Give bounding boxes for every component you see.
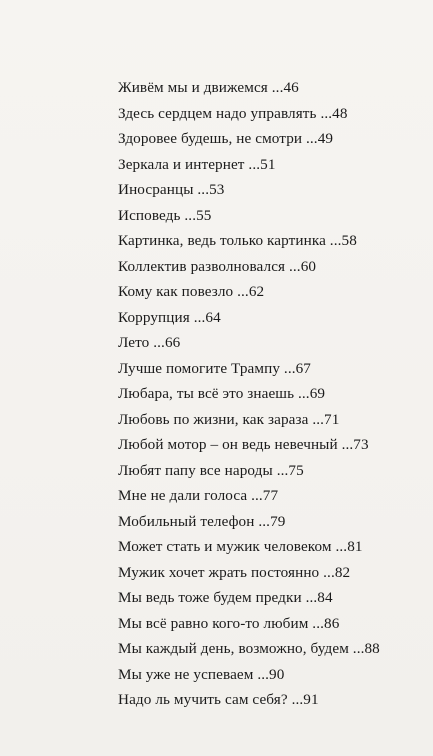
toc-entry: Здоровее будешь, не смотри ...49 <box>118 130 334 147</box>
toc-entry: Мы ведь тоже будем предки ...84 <box>118 589 333 606</box>
toc-entry: Любовь по жизни, как зараза ...71 <box>118 410 340 428</box>
toc-entry: Зеркала и интернет ...51 <box>118 155 276 173</box>
toc-entry: Кому как повезло ...62 <box>118 283 265 300</box>
toc-entry: Коррупция ...64 <box>118 308 221 326</box>
table-of-contents <box>118 75 418 713</box>
toc-entry: Иносранцы ...53 <box>118 181 225 198</box>
toc-entry: Надо ль мучить сам себя? ...91 <box>118 691 319 708</box>
toc-entry: Мы каждый день, возможно, будем ...88 <box>118 640 380 657</box>
toc-entry: Здесь сердцем надо управлять ...48 <box>118 104 348 122</box>
toc-entry: Лето ...66 <box>118 334 181 351</box>
toc-entry: Лучше помогите Трампу ...67 <box>118 359 311 377</box>
toc-entry: Мы всё равно кого-то любим ...86 <box>118 614 340 632</box>
toc-entry: Мне не дали голоса ...77 <box>118 487 279 504</box>
toc-entry: Любят папу все народы ...75 <box>118 461 304 479</box>
toc-entry: Мы уже не успеваем ...90 <box>118 665 285 683</box>
toc-entry: Может стать и мужик человеком ...81 <box>118 538 363 555</box>
toc-entry: Коллектив разволновался ...60 <box>118 257 317 275</box>
toc-entry: Картинка, ведь только картинка ...58 <box>118 232 357 249</box>
toc-entry: Исповедь ...55 <box>118 206 212 224</box>
toc-entry: Любой мотор – он ведь невечный ...73 <box>118 436 369 453</box>
toc-entry: Живём мы и движемся ...46 <box>118 79 299 96</box>
toc-entry: Любара, ты всё это знаешь ...69 <box>118 385 326 402</box>
toc-entry: Мужик хочет жрать постоянно ...82 <box>118 563 351 581</box>
toc-entry: Мобильный телефон ...79 <box>118 512 286 530</box>
